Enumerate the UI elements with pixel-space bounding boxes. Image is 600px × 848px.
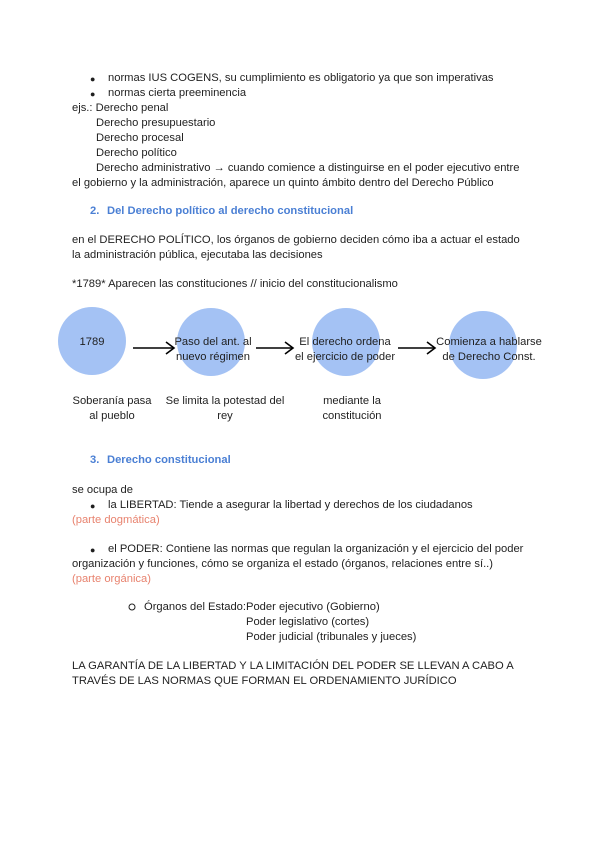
example-item: Derecho político (96, 147, 177, 159)
bullet-dot-icon: ● (90, 545, 96, 555)
section-2-number: 2. (90, 205, 100, 217)
flow-node-label: nuevo régimen (175, 351, 250, 363)
section-2-paragraph: la administración pública, ejecutaba las decisiones (72, 249, 323, 261)
bullet-dot-icon: ● (90, 501, 96, 511)
caps-statement: LA GARANTÍA DE LA LIBERTAD Y LA LIMITACIÓN DEL PODER SE LLEVAN A CABO A (72, 660, 514, 672)
caps-statement: TRAVÉS DE LAS NORMAS QUE FORMAN EL ORDENAMIENTO JURÍDICO (72, 675, 457, 687)
right-arrow-icon (397, 340, 437, 356)
flow-caption: Se limita la potestad del (165, 395, 285, 407)
section-3-lead: se ocupa de (72, 484, 133, 496)
poder-text: el PODER: Contiene las normas que regulan la organización y el ejercicio del poder (108, 543, 524, 555)
libertad-tag: (parte dogmática) (72, 514, 160, 526)
example-admin-line: Derecho administrativo → cuando comience a distinguirse en el poder ejecutivo entre (96, 162, 520, 174)
flow-node-label: Paso del ant. al (174, 336, 252, 348)
example-item: Derecho presupuestario (96, 117, 216, 129)
bullet-text: normas IUS COGENS, su cumplimiento es obligatorio ya que son imperativas (108, 72, 494, 84)
flow-caption: al pueblo (89, 410, 135, 422)
libertad-text: la LIBERTAD: Tiende a asegurar la libertad y derechos de los ciudadanos (108, 499, 473, 511)
organo-item: Poder judicial (tribunales y jueces) (246, 631, 417, 643)
flow-caption: rey (217, 410, 233, 422)
flow-node-label: de Derecho Const. (442, 351, 536, 363)
poder-tag: (parte orgánica) (72, 573, 151, 585)
bullet-dot-icon: ● (90, 74, 96, 84)
bullet-dot-icon: ● (90, 89, 96, 99)
flow-node-label: 1789 (79, 336, 105, 348)
organo-item: Poder ejecutivo (Gobierno) (246, 601, 380, 613)
flow-caption: constitución (322, 410, 382, 422)
bullet-text: normas cierta preeminencia (108, 87, 247, 99)
section-3-number: 3. (90, 454, 100, 466)
flow-node-label: El derecho ordena (299, 336, 391, 348)
organos-label: Órganos del Estado: (144, 601, 246, 613)
flow-caption: mediante la (323, 395, 381, 407)
flow-node-label: Comienza a hablarse (436, 336, 542, 348)
hollow-circle-bullet-icon (128, 603, 136, 611)
example-admin-line: el gobierno y la administración, aparece un quinto ámbito dentro del Derecho Público (72, 177, 494, 189)
right-arrow-icon (255, 340, 295, 356)
example-item: Derecho procesal (96, 132, 184, 144)
poder-text: organización y funciones, cómo se organiza el estado (órganos, relaciones entre sí..) (72, 558, 494, 570)
organo-item: Poder legislativo (cortes) (246, 616, 370, 628)
flow-caption: Soberanía pasa (72, 395, 152, 407)
section-3-title: Derecho constitucional (107, 454, 231, 466)
right-arrow-icon (132, 340, 176, 356)
section-2-paragraph: en el DERECHO POLÍTICO, los órganos de gobierno deciden cómo iba a actuar el estado (72, 234, 520, 246)
section-2-title: Del Derecho político al derecho constitucional (107, 205, 354, 217)
flow-node-label: el ejercicio de poder (294, 351, 396, 363)
examples-lead: ejs.: Derecho penal (72, 102, 169, 114)
section-2-note: *1789* Aparecen las constituciones // inicio del constitucionalismo (72, 278, 398, 290)
